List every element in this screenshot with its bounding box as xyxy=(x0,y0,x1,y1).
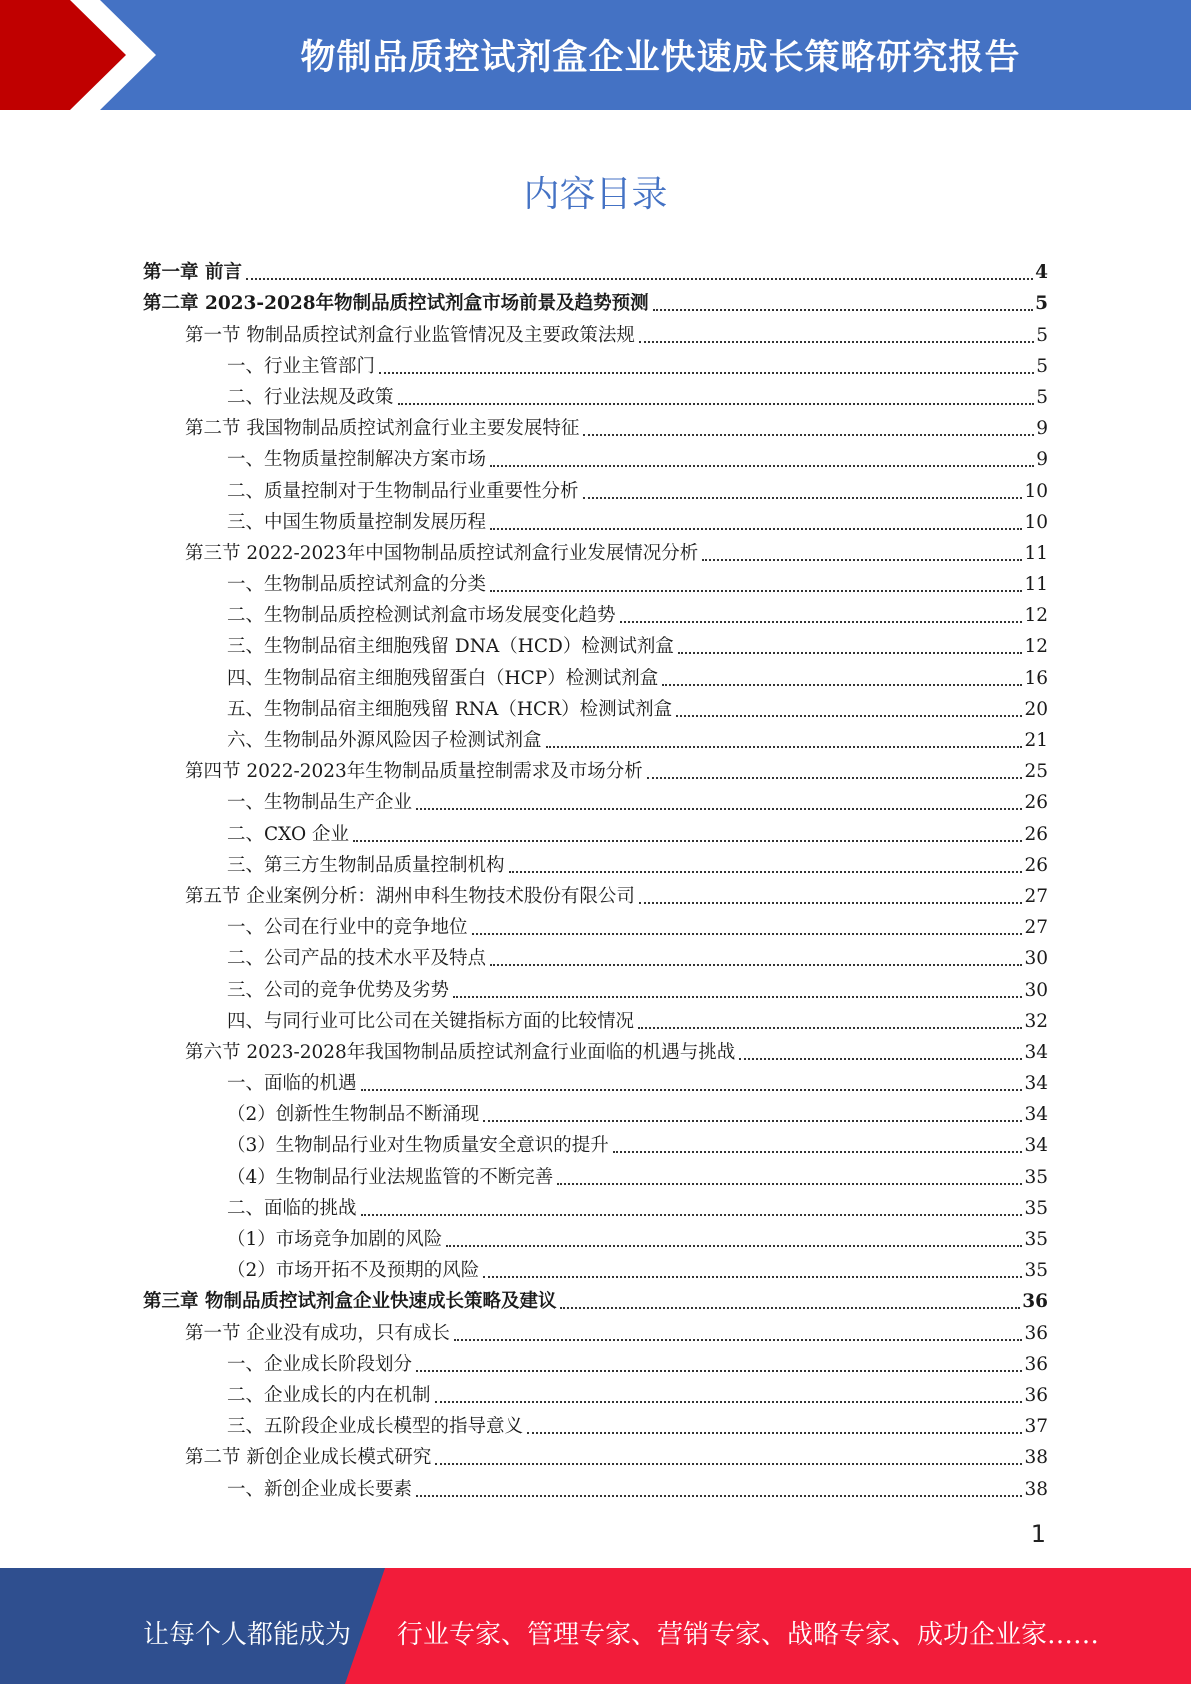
toc-entry[interactable] xyxy=(143,1283,1048,1314)
toc-entry[interactable] xyxy=(143,410,1048,441)
toc-dot-leader xyxy=(509,871,1023,873)
toc-entry[interactable] xyxy=(143,441,1048,472)
toc-entry-title: 二、企业成长的内在机制 xyxy=(227,1384,431,1406)
toc-entry-page: 12 xyxy=(1024,605,1048,627)
report-title: 物制品质控试剂盒企业快速成长策略研究报告 xyxy=(300,38,1021,78)
toc-dot-leader xyxy=(435,1463,1022,1465)
toc-entry-page: 5 xyxy=(1036,386,1048,408)
toc-entry-title: 二、CXO 企业 xyxy=(227,823,350,845)
toc-entry-page: 10 xyxy=(1024,511,1048,533)
toc-entry-page: 9 xyxy=(1036,418,1048,440)
toc-dot-leader xyxy=(653,309,1034,311)
toc-entry-title: 四、与同行业可比公司在关键指标方面的比较情况 xyxy=(227,1010,635,1032)
toc-entry[interactable] xyxy=(143,379,1048,410)
toc-dot-leader xyxy=(638,1027,1022,1029)
toc-dot-leader xyxy=(639,902,1023,904)
toc-entry-page: 26 xyxy=(1024,854,1048,876)
toc-dot-leader xyxy=(490,590,1022,592)
toc-entry[interactable] xyxy=(143,1065,1048,1096)
toc-entry-page: 34 xyxy=(1024,1041,1048,1063)
toc-entry-title: （3）生物制品行业对生物质量安全意识的提升 xyxy=(227,1135,609,1157)
footer-slogan-right: 行业专家、管理专家、营销专家、战略专家、成功企业家…… xyxy=(397,1620,1100,1650)
toc-entry-page: 35 xyxy=(1024,1197,1048,1219)
toc-entry-page: 25 xyxy=(1024,761,1048,783)
toc-entry-page: 36 xyxy=(1024,1353,1048,1375)
toc-entry-page: 35 xyxy=(1024,1260,1048,1282)
toc-dot-leader xyxy=(398,403,1035,405)
toc-entry-page: 12 xyxy=(1024,636,1048,658)
toc-dot-leader xyxy=(490,465,1034,467)
toc-entry-title: 一、生物制品生产企业 xyxy=(227,792,413,814)
toc-entry-page: 16 xyxy=(1024,667,1048,689)
toc-entry-title: 一、企业成长阶段划分 xyxy=(227,1353,413,1375)
toc-dot-leader xyxy=(583,497,1023,499)
toc-entry-page: 11 xyxy=(1024,574,1048,596)
toc-dot-leader xyxy=(454,1339,1023,1341)
toc-entry[interactable] xyxy=(143,815,1048,846)
toc-dot-leader xyxy=(560,1307,1020,1309)
toc-dot-leader xyxy=(583,434,1034,436)
toc-dot-leader xyxy=(702,559,1022,561)
toc-entry[interactable] xyxy=(143,1158,1048,1189)
toc-entry[interactable] xyxy=(143,1377,1048,1408)
toc-entry-title: 第六节 2023-2028年我国物制品质控试剂盒行业面临的机遇与挑战 xyxy=(185,1041,736,1063)
toc-entry-title: 二、生物制品质控检测试剂盒市场发展变化趋势 xyxy=(227,605,616,627)
toc-entry-page: 34 xyxy=(1024,1073,1048,1095)
toc-dot-leader xyxy=(446,1245,1022,1247)
toc-entry[interactable] xyxy=(143,847,1048,878)
toc-entry[interactable] xyxy=(143,691,1048,722)
toc-entry-page: 4 xyxy=(1035,262,1048,284)
toc-entry-title: 五、生物制品宿主细胞残留 RNA（HCR）检测试剂盒 xyxy=(227,698,673,720)
toc-entry[interactable] xyxy=(143,909,1048,940)
toc-dot-leader xyxy=(361,1214,1023,1216)
footer-slogan-left: 让每个人都能成为 xyxy=(143,1620,352,1650)
toc-entry-page: 11 xyxy=(1024,542,1048,564)
toc-entry-page: 35 xyxy=(1024,1166,1048,1188)
toc-entry[interactable] xyxy=(143,722,1048,753)
toc-dot-leader xyxy=(490,964,1022,966)
toc-entry-title: 三、第三方生物制品质量控制机构 xyxy=(227,854,505,876)
toc-entry-title: 第三节 2022-2023年中国物制品质控试剂盒行业发展情况分析 xyxy=(185,542,699,564)
toc-entry-title: 第三章 物制品质控试剂盒企业快速成长策略及建议 xyxy=(143,1291,557,1313)
toc-entry-page: 38 xyxy=(1024,1478,1048,1500)
toc-entry-page: 27 xyxy=(1024,885,1048,907)
toc-entry-title: 一、面临的机遇 xyxy=(227,1073,357,1095)
toc-entry[interactable] xyxy=(143,472,1048,503)
toc-entry-page: 34 xyxy=(1024,1104,1048,1126)
toc-entry-title: 二、面临的挑战 xyxy=(227,1197,357,1219)
toc-entry[interactable] xyxy=(143,348,1048,379)
toc-entry-page: 30 xyxy=(1024,948,1048,970)
toc-entry-title: 第一节 企业没有成功，只有成长 xyxy=(185,1322,450,1344)
page-number: 1 xyxy=(1030,1520,1046,1548)
toc-dot-leader xyxy=(678,652,1023,654)
toc-entry-title: 第二节 新创企业成长模式研究 xyxy=(185,1447,432,1469)
toc-entry-page: 20 xyxy=(1024,698,1048,720)
toc-entry[interactable] xyxy=(143,316,1048,347)
toc-dot-leader xyxy=(353,840,1022,842)
toc-entry[interactable] xyxy=(143,1221,1048,1252)
toc-entry-title: 三、公司的竞争优势及劣势 xyxy=(227,979,450,1001)
toc-entry[interactable] xyxy=(143,504,1048,535)
toc-entry-page: 10 xyxy=(1024,480,1048,502)
toc-dot-leader xyxy=(613,1151,1023,1153)
toc-dot-leader xyxy=(483,1276,1022,1278)
toc-entry-title: 一、新创企业成长要素 xyxy=(227,1478,413,1500)
toc-entry[interactable] xyxy=(143,659,1048,690)
toc-entry-title: 三、中国生物质量控制发展历程 xyxy=(227,511,487,533)
toc-dot-leader xyxy=(435,1401,1023,1403)
toc-entry-page: 30 xyxy=(1024,979,1048,1001)
toc-entry[interactable] xyxy=(143,285,1048,316)
toc-dot-leader xyxy=(527,1432,1022,1434)
toc-entry-page: 34 xyxy=(1024,1135,1048,1157)
toc-entry[interactable] xyxy=(143,753,1048,784)
toc-entry-title: 一、公司在行业中的竞争地位 xyxy=(227,917,468,939)
toc-entry[interactable] xyxy=(143,1252,1048,1283)
toc-entry-page: 35 xyxy=(1024,1229,1048,1250)
toc-entry-page: 26 xyxy=(1024,792,1048,814)
footer-banner xyxy=(0,1568,1191,1684)
toc-entry-page: 5 xyxy=(1036,355,1048,377)
toc-entry[interactable] xyxy=(143,1127,1048,1158)
toc-entry-title: 第五节 企业案例分析：湖州申科生物技术股份有限公司 xyxy=(185,885,635,907)
toc-entry[interactable] xyxy=(143,1346,1048,1377)
toc-entry-page: 36 xyxy=(1024,1384,1048,1406)
toc-entry-page: 21 xyxy=(1024,730,1048,751)
toc-entry[interactable] xyxy=(143,1439,1048,1470)
toc-entry-title: 二、行业法规及政策 xyxy=(227,386,394,408)
toc-entry-page: 27 xyxy=(1024,917,1048,939)
toc-entry[interactable] xyxy=(143,535,1048,566)
toc-entry-title: 第一章 前言 xyxy=(143,262,242,284)
toc-entry-title: 第一节 物制品质控试剂盒行业监管情况及主要政策法规 xyxy=(185,324,635,346)
toc-dot-leader xyxy=(620,621,1023,623)
toc-entry-title: 六、生物制品外源风险因子检测试剂盒 xyxy=(227,730,542,751)
table-of-contents xyxy=(143,254,1048,1502)
toc-entry-page: 5 xyxy=(1035,293,1048,315)
toc-dot-leader xyxy=(483,1120,1022,1122)
toc-entry[interactable] xyxy=(143,1096,1048,1127)
toc-entry[interactable] xyxy=(143,1314,1048,1345)
toc-dot-leader xyxy=(546,746,1023,748)
toc-dot-leader xyxy=(416,1495,1022,1497)
toc-entry[interactable] xyxy=(143,566,1048,597)
toc-entry-title: （2）市场开拓不及预期的风险 xyxy=(227,1260,480,1282)
toc-dot-leader xyxy=(246,278,1033,280)
toc-entry[interactable] xyxy=(143,628,1048,659)
toc-dot-leader xyxy=(416,1370,1022,1372)
toc-entry[interactable] xyxy=(143,1034,1048,1065)
toc-entry[interactable] xyxy=(143,971,1048,1002)
toc-entry-title: 第二章 2023-2028年物制品质控试剂盒市场前景及趋势预测 xyxy=(143,293,649,315)
toc-entry[interactable] xyxy=(143,940,1048,971)
toc-entry[interactable] xyxy=(143,1408,1048,1439)
toc-entry-page: 26 xyxy=(1024,823,1048,845)
toc-entry-title: 三、生物制品宿主细胞残留 DNA（HCD）检测试剂盒 xyxy=(227,636,674,658)
toc-entry[interactable] xyxy=(143,597,1048,628)
toc-dot-leader xyxy=(490,528,1022,530)
toc-entry-title: （1）市场竞争加剧的风险 xyxy=(227,1229,443,1250)
toc-dot-leader xyxy=(557,1183,1022,1185)
toc-entry-title: 四、生物制品宿主细胞残留蛋白（HCP）检测试剂盒 xyxy=(227,667,659,689)
toc-dot-leader xyxy=(379,372,1034,374)
toc-entry[interactable] xyxy=(143,1190,1048,1221)
toc-entry-title: 二、质量控制对于生物制品行业重要性分析 xyxy=(227,480,579,502)
toc-entry-page: 38 xyxy=(1024,1447,1048,1469)
toc-entry[interactable] xyxy=(143,254,1048,285)
toc-dot-leader xyxy=(472,933,1023,935)
toc-entry-title: （4）生物制品行业法规监管的不断完善 xyxy=(227,1166,554,1188)
toc-entry-page: 9 xyxy=(1036,449,1048,471)
toc-entry-title: 第二节 我国物制品质控试剂盒行业主要发展特征 xyxy=(185,418,580,440)
toc-entry-page: 32 xyxy=(1024,1010,1048,1032)
toc-heading: 内容目录 xyxy=(523,174,668,215)
toc-entry[interactable] xyxy=(143,878,1048,909)
toc-entry-title: 第四节 2022-2023年生物制品质量控制需求及市场分析 xyxy=(185,761,643,783)
toc-entry-title: 三、五阶段企业成长模型的指导意义 xyxy=(227,1416,524,1438)
toc-dot-leader xyxy=(416,808,1022,810)
toc-dot-leader xyxy=(647,777,1023,779)
toc-dot-leader xyxy=(676,715,1022,717)
toc-dot-leader xyxy=(453,996,1022,998)
toc-entry[interactable] xyxy=(143,1470,1048,1501)
toc-entry-page: 5 xyxy=(1036,324,1048,346)
toc-entry-title: 一、生物制品质控试剂盒的分类 xyxy=(227,574,487,596)
toc-dot-leader xyxy=(739,1058,1022,1060)
toc-entry-title: 一、生物质量控制解决方案市场 xyxy=(227,449,487,471)
toc-dot-leader xyxy=(361,1089,1023,1091)
toc-dot-leader xyxy=(662,684,1022,686)
toc-entry[interactable] xyxy=(143,1003,1048,1034)
toc-entry[interactable] xyxy=(143,784,1048,815)
toc-entry-title: 一、行业主管部门 xyxy=(227,355,376,377)
toc-dot-leader xyxy=(639,341,1034,343)
toc-entry-title: （2）创新性生物制品不断涌现 xyxy=(227,1104,480,1126)
toc-entry-page: 36 xyxy=(1022,1291,1048,1313)
toc-entry-page: 37 xyxy=(1024,1416,1048,1438)
toc-entry-title: 二、公司产品的技术水平及特点 xyxy=(227,948,487,970)
toc-entry-page: 36 xyxy=(1024,1322,1048,1344)
